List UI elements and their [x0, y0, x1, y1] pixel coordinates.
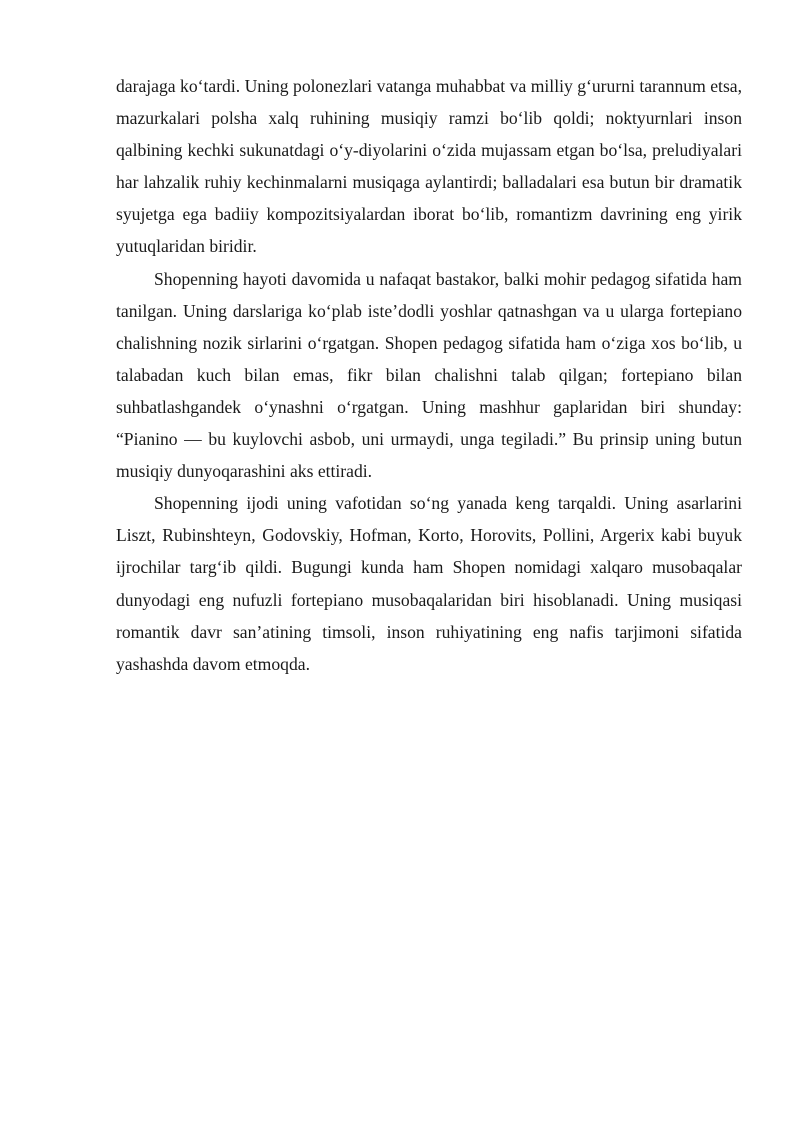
body-text — [116, 70, 742, 680]
paragraph-pedagogy: Shopenning hayoti davomida u nafaqat bastakor, balki mohir pedagog sifatida ham tanilgan. Uning darslariga koʻplab isteʼdodli yoshlar qatnashgan va u ularga fortepiano chalishning nozik sirlarini oʻrgatgan. Shopen pedagog sifatida ham oʻziga xos boʻlib, u talabadan kuch bilan emas, fikr bilan chalishni talab qilgan; fortepiano bilan suhbatlashgandek oʻynashni oʻrgatgan. Uning mashhur gaplaridan biri shunday: “Pianino — bu kuylovchi asbob, uni urmaydi, unga tegiladi.” Bu prinsip uning butun musiqiy dunyoqarashini aks ettiradi. — [116, 268, 742, 482]
paragraph-legacy: Shopenning ijodi uning vafotidan soʻng yanada keng tarqaldi. Uning asarlarini Liszt, Rubinshteyn, Godovskiy, Hofman, Korto, Horovits, Pollini, Argerix kabi buyuk ijrochilar targʻib qildi. Bugungi kunda ham Shopen nomidagi xalqaro musobaqalar dunyodagi eng nufuzli fortepiano musobaqalaridan biri hisoblanadi. Uning musiqasi romantik davr sanʼatining timsoli, inson ruhiyatining eng nafis tarjimoni sifatida yashashda davom etmoqda. — [116, 493, 742, 674]
paragraph-continuation: darajaga koʻtardi. Uning polonezlari vatanga muhabbat va milliy gʻururni tarannum etsa, mazurkalari polsha xalq ruhining musiqiy ramzi boʻlib qoldi; noktyurnlari inson qalbining kechki sukunatdagi oʻy-diyolarini oʻzida mujassam etgan boʻlsa, preludiyalari har lahzalik ruhiy kechinmalarni musiqaga aylantirdi; balladalari esa butun bir dramatik syujetga ega badiiy kompozitsiyalardan iborat boʻlib, romantizm davrining eng yirik yutuqlaridan biridir. — [116, 76, 742, 257]
